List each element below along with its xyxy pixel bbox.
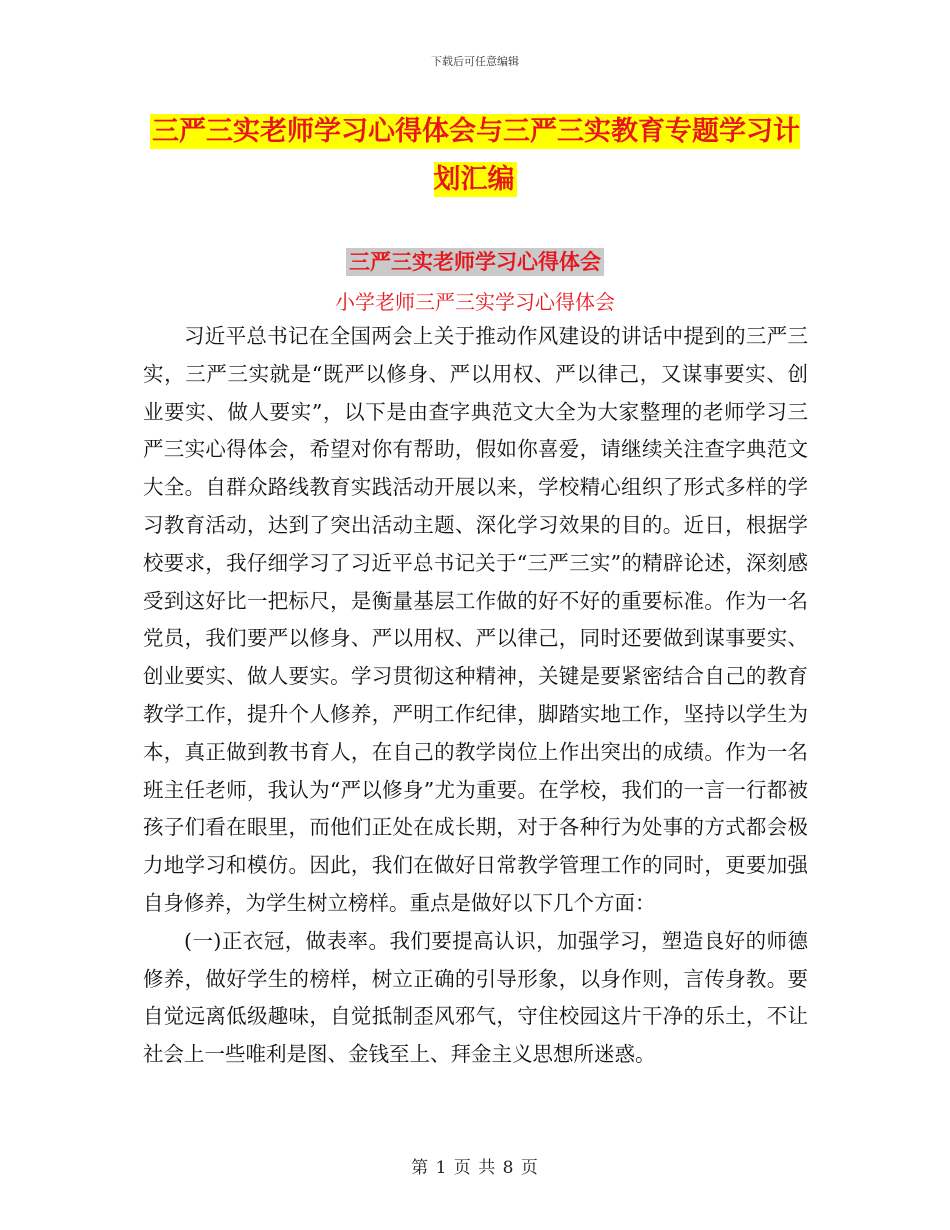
section-title bbox=[0, 245, 950, 279]
paragraph: 习近平总书记在全国两会上关于推动作风建设的讲话中提到的三严三实，三严三实就是“既严以修身、严以用权、严以律己，又谋事要实、创业要实、做人要实”，以下是由查字典范文大全为大家整理的老师学习三严三实心得体会，希望对你有帮助，假如你喜爱，请继续关注查字典范文大全。自群众路线教育实践活动开展以来，学校精心组织了形式多样的学习教育活动，达到了突出活动主题、深化学习效果的目的。近日，根据学校要求，我仔细学习了习近平总书记关于“三严三实”的精辟论述，深刻感受到这好比一把标尺，是衡量基层工作做的好不好的重要标准。作为一名党员，我们要严以修身、严以用权、严以律己，同时还要做到谋事要实、创业要实、做人要实。学习贯彻这种精神，关键是要紧密结合自己的教育教学工作，提升个人修养，严明工作纪律，脚踏实地工作，坚持以学生为本，真正做到教书育人，在自己的教学岗位上作出突出的成绩。作为一名班主任老师，我认为“严以修身”尤为重要。在学校，我们的一言一行都被孩子们看在眼里，而他们正处在成长期，对于各种行为处事的方式都会极力地学习和模仿。因此，我们在做好日常教学管理工作的同时，更要加强自身修养，为学生树立榜样。重点是做好以下几个方面： bbox=[143, 324, 808, 915]
document-title-text: 三严三实老师学习心得体会与三严三实教育专题学习计划汇编 bbox=[152, 116, 800, 195]
page-header-note: 下载后可任意编辑 bbox=[431, 55, 519, 68]
sub-title: 小学老师三严三实学习心得体会 bbox=[335, 290, 615, 314]
page-footer: 第 1 页 共 8 页 bbox=[411, 1158, 539, 1178]
document-title bbox=[140, 108, 810, 204]
body-text bbox=[143, 318, 808, 1074]
section-title-text: 三严三实老师学习心得体会 bbox=[346, 248, 604, 276]
paragraph: (一)正衣冠，做表率。我们要提高认识，加强学习，塑造良好的师德修养，做好学生的榜样，树立正确的引导形象，以身作则，言传身教。要自觉远离低级趣味，自觉抵制歪风邪气，守住校园这片干净的乐土，不让社会上一些唯利是图、金钱至上、拜金主义思想所迷惑。 bbox=[143, 928, 808, 1067]
